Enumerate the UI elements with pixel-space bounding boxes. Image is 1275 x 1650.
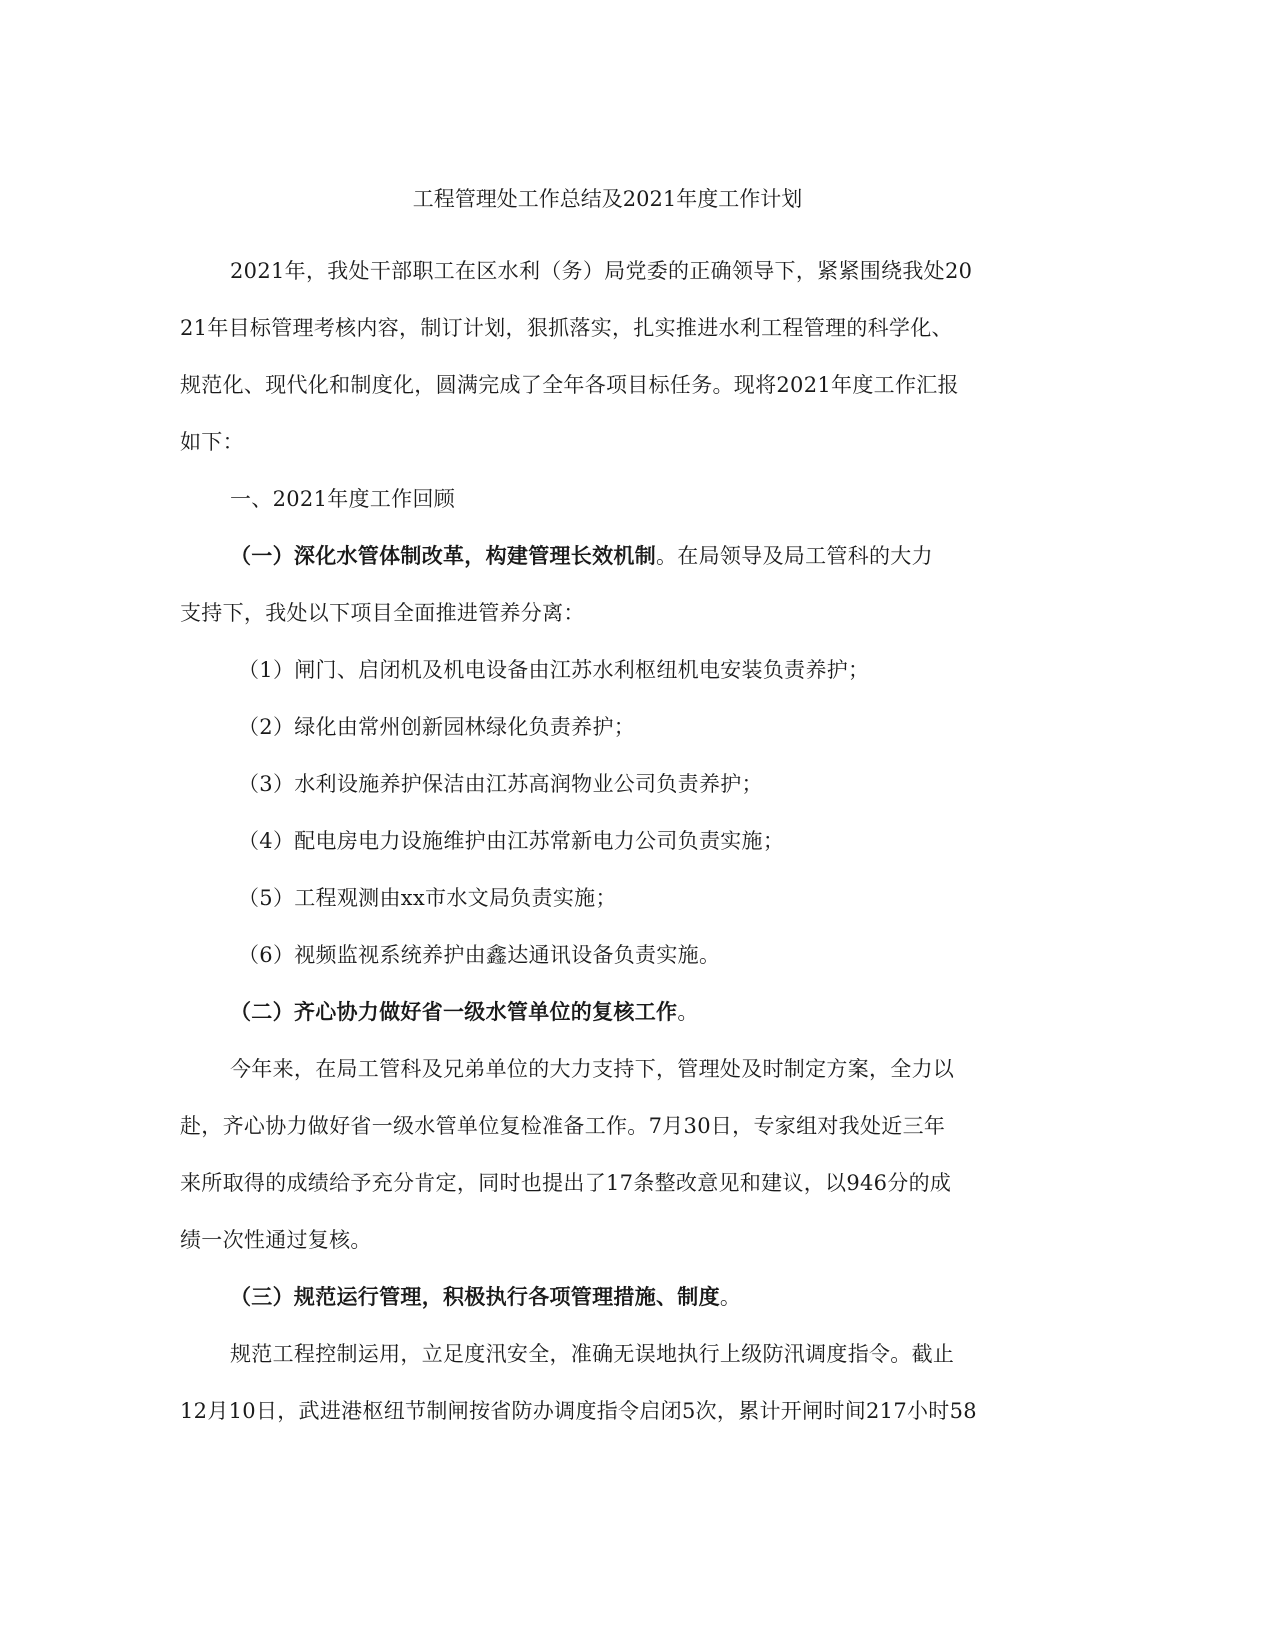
subsection-2-paragraph-line: 赴，齐心协力做好省一级水管单位复检准备工作。7月30日，专家组对我处近三年 xyxy=(180,1114,946,1138)
document-title: 工程管理处工作总结及2021年度工作计划 xyxy=(412,187,803,211)
subsection-2-heading: （二）齐心协力做好省一级水管单位的复核工作 xyxy=(230,1000,678,1024)
list-item: （4）配电房电力设施维护由江苏常新电力公司负责实施； xyxy=(238,829,785,853)
intro-line-2: 21年目标管理考核内容，制订计划，狠抓落实，扎实推进水利工程管理的科学化、 xyxy=(180,316,953,340)
subsection-2-paragraph-line: 来所取得的成绩给予充分肯定，同时也提出了17条整改意见和建议，以946分的成 xyxy=(180,1171,952,1195)
subsection-3-paragraph-line: 12月10日，武进港枢纽节制闸按省防办调度指令启闭5次，累计开闸时间217小时58 xyxy=(180,1399,977,1423)
subsection-3-heading-line xyxy=(230,1282,741,1312)
subsection-1-line-1 xyxy=(230,541,933,571)
subsection-2-paragraph-line: 绩一次性通过复核。 xyxy=(180,1228,372,1252)
list-item: （1）闸门、启闭机及机电设备由江苏水利枢纽机电安装负责养护； xyxy=(238,658,870,682)
subsection-2-suffix: 。 xyxy=(677,1000,699,1024)
section-heading-review: 一、2021年度工作回顾 xyxy=(230,487,456,511)
list-item: （3）水利设施养护保洁由江苏高润物业公司负责养护； xyxy=(238,772,763,796)
intro-line-4: 如下： xyxy=(180,430,244,454)
subsection-1-text: 。在局领导及局工管科的大力 xyxy=(656,544,933,568)
list-item: （5）工程观测由xx市水文局负责实施； xyxy=(238,886,617,910)
subsection-2-paragraph-line: 今年来，在局工管科及兄弟单位的大力支持下，管理处及时制定方案，全力以 xyxy=(230,1057,955,1081)
list-item: （6）视频监视系统养护由鑫达通讯设备负责实施。 xyxy=(238,943,721,967)
subsection-3-suffix: 。 xyxy=(719,1285,742,1309)
subsection-1-line-2: 支持下，我处以下项目全面推进管养分离： xyxy=(180,601,585,625)
subsection-3-paragraph-line: 规范工程控制运用，立足度汛安全，准确无误地执行上级防汛调度指令。截止 xyxy=(230,1342,955,1366)
intro-line-1: 2021年，我处干部职工在区水利（务）局党委的正确领导下，紧紧围绕我处20 xyxy=(230,259,973,283)
list-item: （2）绿化由常州创新园林绿化负责养护； xyxy=(238,715,636,739)
subsection-3-heading: （三）规范运行管理，积极执行各项管理措施、制度 xyxy=(230,1285,720,1309)
subsection-1-heading: （一）深化水管体制改革，构建管理长效机制 xyxy=(230,544,656,568)
subsection-2-heading-line xyxy=(230,997,699,1027)
intro-line-3: 规范化、现代化和制度化，圆满完成了全年各项目标任务。现将2021年度工作汇报 xyxy=(180,373,959,397)
